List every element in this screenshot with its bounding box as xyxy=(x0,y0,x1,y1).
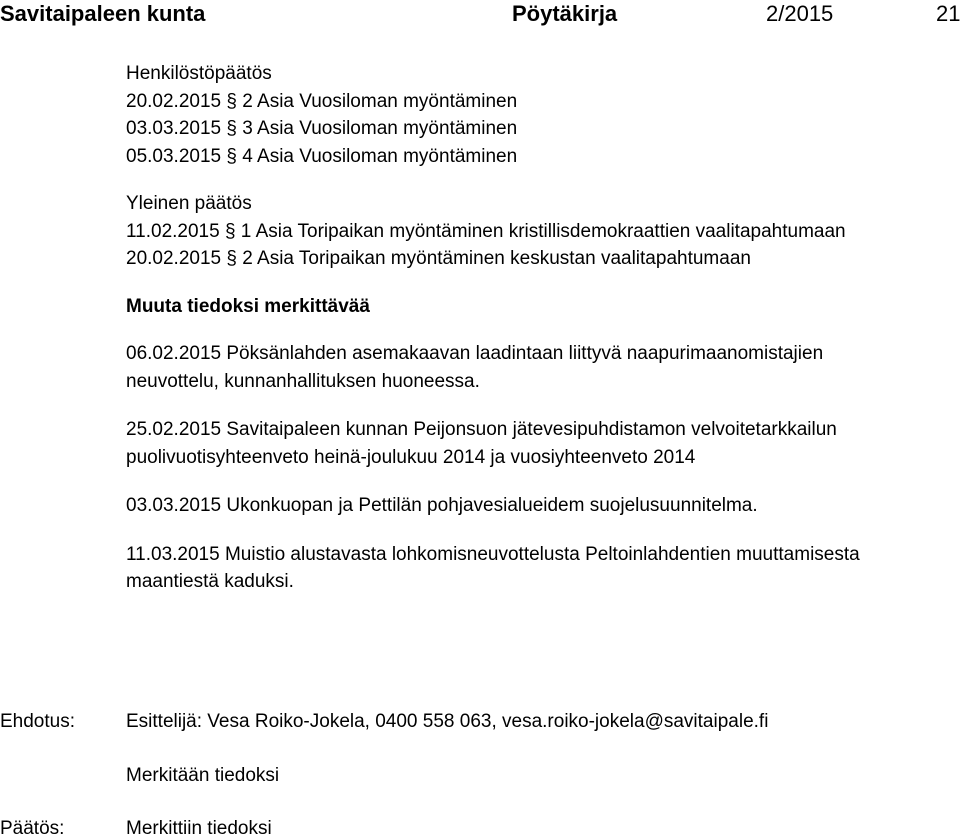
document-type: Pöytäkirja xyxy=(512,1,618,26)
list-item: 20.02.2015 § 2 Asia Toripaikan myöntäminen keskustan vaalitapahtumaan xyxy=(126,248,751,269)
section-title-muuta: Muuta tiedoksi merkittävää xyxy=(126,295,370,317)
document-body xyxy=(126,60,956,596)
presenter-line: Esittelijä: Vesa Roiko-Jokela, 0400 558 063, vesa.roiko-jokela@savitaipale.fi xyxy=(126,711,769,732)
list-item: 03.03.2015 § 3 Asia Vuosiloman myöntäminen xyxy=(126,118,518,139)
organization-name: Savitaipaleen kunta xyxy=(0,1,206,26)
list-item: 11.03.2015 Muistio alustavasta lohkomisneuvottelusta Peltoinlahdentien muuttamisesta maantiestä kaduksi. xyxy=(126,543,860,592)
document-number: 2/2015 xyxy=(766,1,834,26)
proposal-text: Merkitään tiedoksi xyxy=(126,765,280,786)
decision-text: Merkittiin tiedoksi xyxy=(126,818,272,839)
list-item: 20.02.2015 § 2 Asia Vuosiloman myöntäminen xyxy=(126,90,518,112)
paatos-label: Päätös: xyxy=(0,818,65,839)
list-item: 03.03.2015 Ukonkuopan ja Pettilän pohjavesialueidem suojelusuunnitelma. xyxy=(126,495,758,516)
page-header xyxy=(0,0,960,30)
list-item: 05.03.2015 § 4 Asia Vuosiloman myöntäminen xyxy=(126,145,518,167)
section-title-henkilosto: Henkilöstöpäätös xyxy=(126,63,272,84)
page-number: 21 xyxy=(936,1,960,26)
list-item: 11.02.2015 § 1 Asia Toripaikan myöntäminen kristillisdemokraattien vaalitapahtumaan xyxy=(126,220,846,242)
list-item: 25.02.2015 Savitaipaleen kunnan Peijonsuon jätevesipuhdistamon velvoitetarkkailun puolivuotisyhteenveto heinä-joulukuu 2014 ja vuosiyhteenveto 2014 xyxy=(126,419,837,468)
ehdotus-label: Ehdotus: xyxy=(0,711,75,732)
list-item: 06.02.2015 Pöksänlahden asemakaavan laadintaan liittyvä naapurimaanomistajien neuvottelu, kunnanhallituksen huoneessa. xyxy=(126,343,824,392)
section-title-yleinen: Yleinen päätös xyxy=(126,193,252,214)
